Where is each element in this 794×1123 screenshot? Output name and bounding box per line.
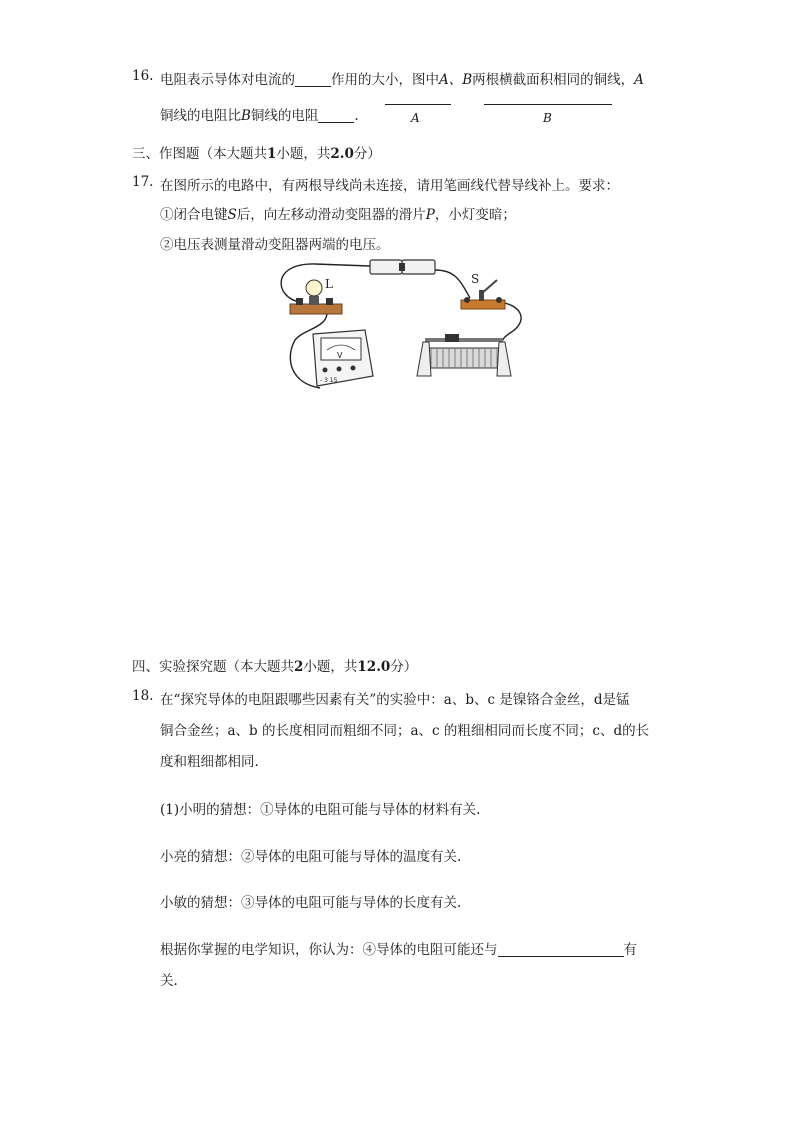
sec3-title-b: 1	[267, 146, 277, 162]
battery-cell-left	[370, 260, 402, 274]
q16-blank-1[interactable]	[295, 72, 331, 87]
question-16-number: 16.	[132, 68, 154, 84]
q16-text-2a: 铜线的电阻比	[160, 108, 241, 124]
lamp-terminal-right	[326, 298, 333, 305]
sec4-title-c: 小题，共	[303, 659, 358, 675]
q16-text-2c: 铜线的电阻	[250, 108, 319, 124]
q16-text-1e: A	[634, 72, 644, 88]
question-17-number: 17.	[132, 174, 154, 190]
q16-text-1b: 作用的大小，图中	[331, 72, 439, 88]
lamp-terminal-left	[296, 298, 303, 305]
sec4-title-b: 2	[294, 659, 304, 675]
wire-battery-to-switch	[435, 270, 470, 298]
question-18-guess-3: 小敏的猜想：③导体的电阻可能与导体的长度有关.	[160, 895, 462, 911]
question-18-line-1: 在“探究导体的电阻跟哪些因素有关”的实验中：a、b、c 是镍铬合金丝，d是锰	[160, 692, 630, 708]
switch-lever	[481, 280, 497, 294]
sec3-title-e: 分）	[353, 146, 381, 162]
question-18-number: 18.	[132, 688, 154, 704]
lamp-socket	[309, 296, 319, 305]
sec3-title-a: 三、作图题（本大题共	[132, 146, 267, 162]
voltmeter-letter: V	[337, 351, 343, 360]
sec4-title-d: 12.0	[357, 659, 391, 675]
question-17-requirement-2: ②电压表测量滑动变阻器两端的电压。	[160, 237, 390, 253]
lamp-label: L	[325, 277, 333, 291]
battery-terminal	[399, 263, 405, 271]
voltmeter-terminal-3	[337, 367, 342, 372]
wire-b-line	[484, 104, 612, 105]
rheostat-leg-left	[417, 342, 431, 376]
question-18-line-3: 度和粗细都相同.	[160, 754, 259, 770]
sec3-title-d: 2.0	[330, 146, 354, 162]
rheostat-slider	[445, 334, 459, 342]
lamp-base	[290, 304, 342, 314]
q17-req1-d: P	[425, 207, 435, 223]
battery-cell-right	[402, 260, 435, 274]
voltmeter-terminal-minus	[323, 368, 328, 373]
q16-text-1a: 电阻表示导体对电流的	[160, 72, 295, 88]
sec4-title-e: 分）	[390, 659, 418, 675]
circuit-diagram	[265, 258, 535, 398]
wire-a-line	[385, 104, 451, 105]
sec4-title-a: 四、实验探究题（本大题共	[132, 659, 294, 675]
q17-req1-a: ①闭合电键	[160, 207, 228, 223]
q17-req1-c: 后，向左移动滑动变阻器的滑片	[236, 207, 426, 223]
q17-req1-b: S	[227, 207, 237, 223]
question-16-line-2	[160, 104, 359, 124]
rheostat-rail	[425, 338, 503, 342]
q17-req1-e: ，小灯变暗；	[434, 207, 516, 223]
question-18-guess-4-end: 关.	[160, 973, 178, 989]
question-18-guess-1: (1)小明的猜想：①导体的电阻可能与导体的材料有关.	[160, 802, 481, 818]
q16-text-1d: 两根横截面积相同的铜线，	[472, 72, 635, 88]
voltmeter-terminal-15	[351, 366, 356, 371]
section-3-title	[132, 142, 381, 162]
question-16-line-1	[160, 68, 644, 88]
rheostat-coil	[427, 348, 501, 368]
question-17-line-1: 在图所示的电路中，有两根导线尚未连接，请用笔画线代替导线补上。要求：	[160, 178, 619, 194]
question-18-guess-2: 小亮的猜想：②导体的电阻可能与导体的温度有关.	[160, 849, 462, 865]
q16-text-2b: B	[241, 108, 251, 124]
q16-blank-2[interactable]	[318, 108, 354, 123]
q16-text-2d: .	[354, 108, 359, 124]
question-18-guess-4	[160, 938, 637, 958]
voltmeter-tick-labels: - 3 15	[320, 377, 338, 384]
question-18-line-2: 铜合金丝；a、b 的长度相同而粗细不同；a、c 的粗细相同而长度不同；c、d的长	[160, 723, 650, 739]
switch-label: S	[471, 272, 480, 286]
q18-p4-b: 有	[623, 942, 637, 958]
rheostat-leg-right	[497, 342, 511, 376]
lamp-bulb-icon	[306, 280, 322, 296]
q18-p4-a: 根据你掌握的电学知识，你认为：④导体的电阻可能还与	[160, 942, 498, 958]
switch-terminal-left	[464, 297, 470, 303]
question-17-requirement-1	[160, 203, 516, 223]
wire-a-label: A	[411, 111, 420, 125]
section-4-title	[132, 655, 417, 675]
q16-text-1c: A、B	[439, 72, 473, 88]
wire-b-label: B	[543, 111, 552, 125]
q18-blank[interactable]	[498, 942, 624, 957]
sec3-title-c: 小题，共	[276, 146, 331, 162]
switch-terminal-right	[496, 297, 502, 303]
